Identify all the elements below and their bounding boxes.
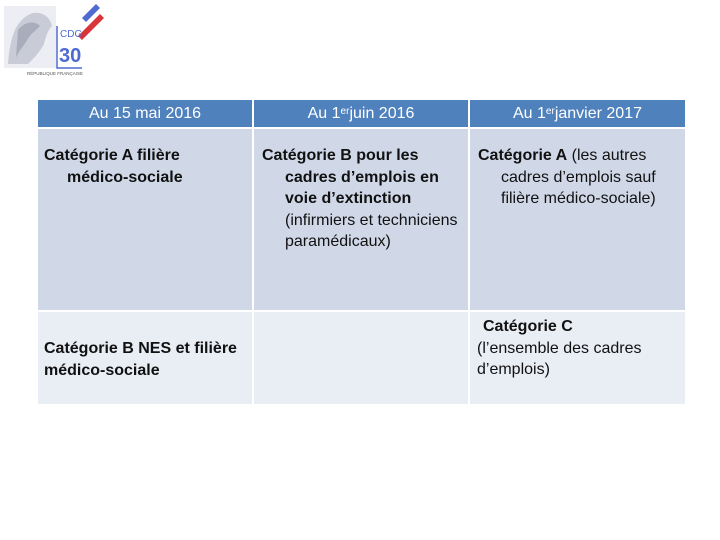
cdg30-logo (0, 0, 112, 80)
header-label-rest: janvier 2017 (554, 104, 642, 122)
category-timeline-table (38, 100, 685, 404)
logo-cdg-text: CDG (60, 29, 83, 40)
header-label: Au 15 mai 2016 (88, 104, 202, 122)
category-text: Catégorie B pour les cadres d’emplois en voie d’extinction (262, 147, 439, 207)
header-label-rest: juin 2016 (349, 104, 415, 122)
category-detail: (l’ensemble des cadres d’emplois) (477, 339, 642, 378)
cell-row1-col1 (38, 129, 252, 310)
header-january-2017 (470, 100, 685, 127)
cell-row2-col2 (254, 312, 468, 404)
header-superscript: er (340, 106, 350, 117)
cell-row2-col1 (38, 312, 252, 404)
header-superscript: er (545, 106, 555, 117)
header-label: Au 1 (513, 104, 546, 122)
header-label: Au 1 (307, 104, 341, 122)
cdg30-emblem-icon (0, 0, 112, 80)
category-text: Catégorie A (478, 147, 568, 164)
header-june-2016 (254, 100, 468, 127)
cell-row1-col2 (254, 129, 468, 310)
category-text: Catégorie B NES et filière médico-sociale (44, 340, 237, 379)
logo-republic-text: RÉPUBLIQUE FRANÇAISE (27, 71, 84, 76)
cell-row1-col3 (470, 129, 685, 310)
category-text: Catégorie C (483, 318, 573, 335)
category-detail: (infirmiers et techniciens paramédicaux) (285, 211, 458, 250)
logo-number-text: 30 (59, 45, 82, 67)
category-text: Catégorie A filière médico-sociale (44, 147, 183, 186)
header-may-2016 (38, 100, 252, 127)
category-detail: (les autres cadres d’emplois sauf filière médico-sociale) (501, 147, 656, 207)
cell-row2-col3 (470, 312, 685, 404)
